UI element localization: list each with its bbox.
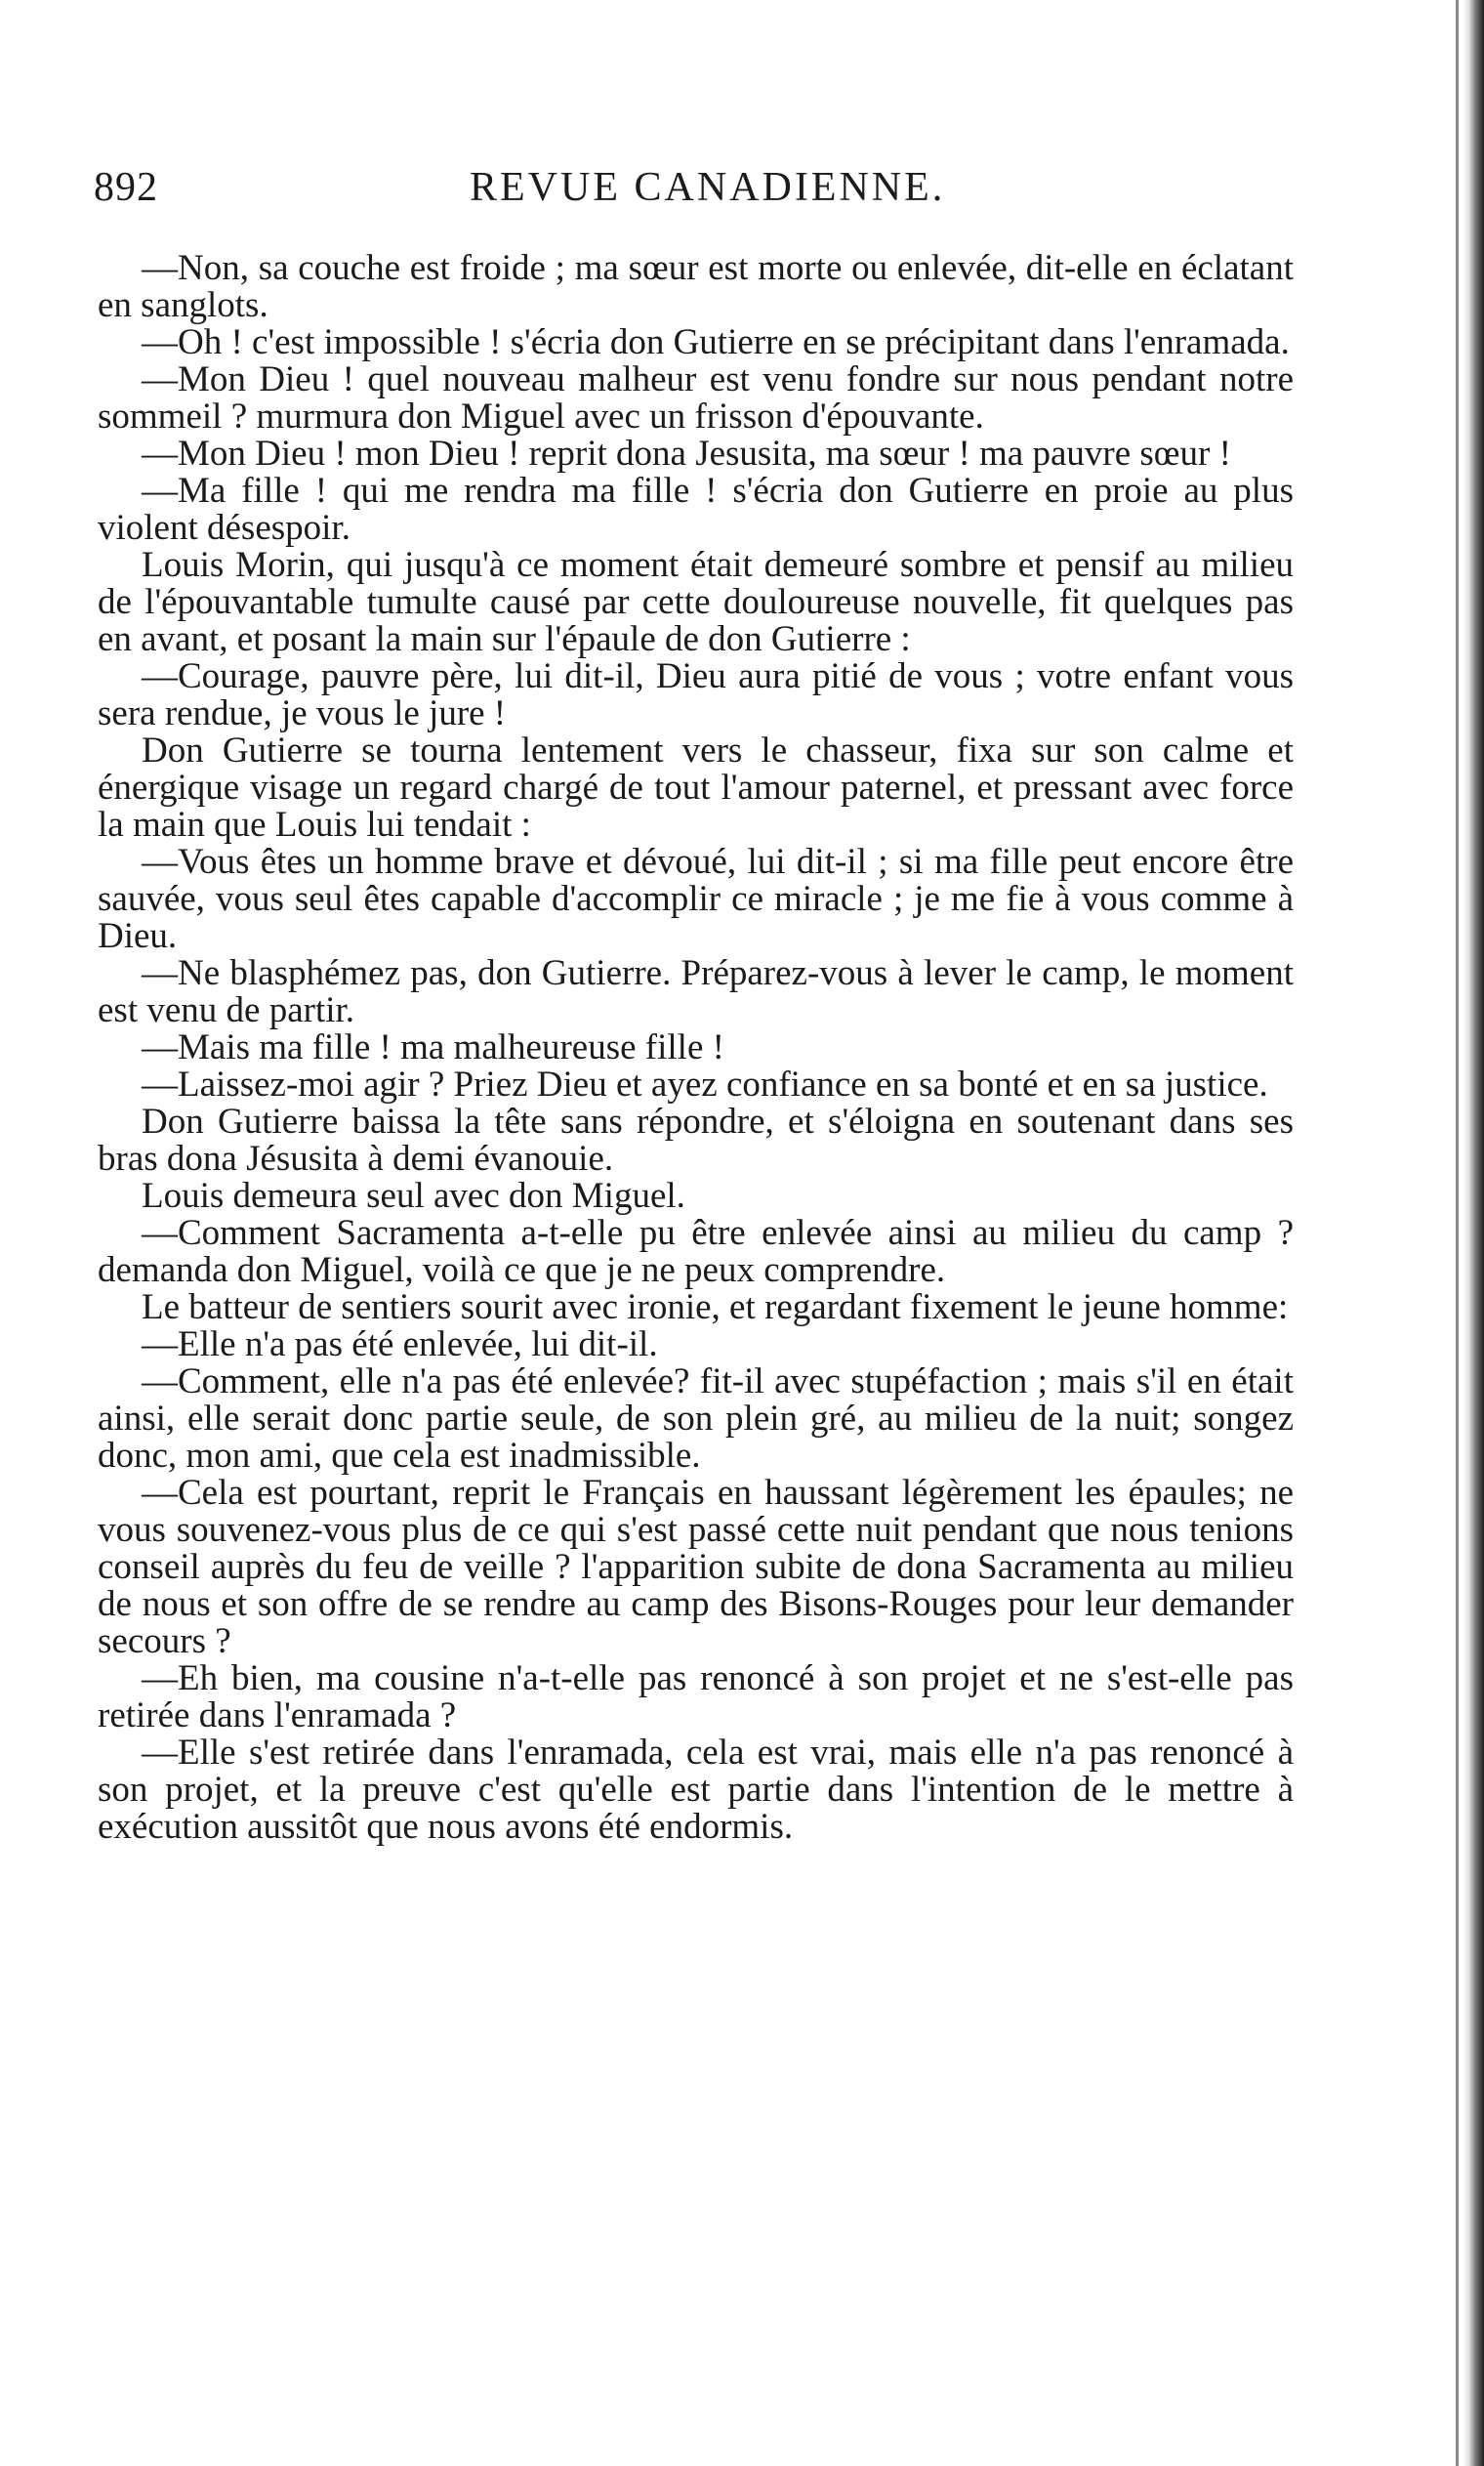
running-title: REVUE CANADIENNE. <box>470 165 946 210</box>
paragraph: Le batteur de sentiers sourit avec ironie, et regardant fixement le jeune homme: <box>142 1287 1289 1327</box>
page-edge-line <box>1456 0 1459 2466</box>
paragraph: —Non, sa couche est froide ; ma sœur est morte ou enlevée, dit-elle en éclatant en sanglots. <box>98 248 1294 325</box>
page-edge-shadow <box>1463 0 1484 2466</box>
paragraph: —Comment, elle n'a pas été enlevée? fit-il avec stupéfaction ; mais s'il en était ainsi, elle serait donc partie seule, de son plein gré, au milieu de la nuit; songez donc, mon ami, que cela est inadmissible. <box>98 1361 1294 1476</box>
paragraph: Louis Morin, qui jusqu'à ce moment était demeuré sombre et pensif au milieu de l'épouvantable tumulte causé par cette douloureuse nouvelle, fit quelques pas en avant, et posant la main sur l'épaule de don Gutierre : <box>98 545 1294 659</box>
paragraph: —Vous êtes un homme brave et dévoué, lui dit-il ; si ma fille peut encore être sauvée, vous seul êtes capable d'accomplir ce miracle ; je me fie à vous comme à Dieu. <box>98 842 1294 956</box>
paragraph: —Comment Sacramenta a-t-elle pu être enlevée ainsi au milieu du camp ? demanda don Miguel, voilà ce que je ne peux comprendre. <box>98 1213 1294 1290</box>
paragraph: —Elle n'a pas été enlevée, lui dit-il. <box>142 1324 658 1364</box>
paragraph: Don Gutierre se tourna lentement vers le chasseur, fixa sur son calme et énergique visage un regard chargé de tout l'amour paternel, et pressant avec force la main que Louis lui tendait : <box>98 731 1294 845</box>
paragraph: —Cela est pourtant, reprit le Français en haussant légèrement les épaules; ne vous souvenez-vous plus de ce qui s'est passé cette nuit pendant que nous tenions conseil auprès du feu de veille ? l'apparition subite de dona Sacramenta au milieu de nous et son offre de se rendre au camp des Bisons-Rouges pour leur demander secours ? <box>98 1473 1294 1661</box>
paragraph: —Laissez-moi agir ? Priez Dieu et ayez confiance en sa bonté et en sa justice. <box>142 1065 1268 1105</box>
paragraph: —Mon Dieu ! mon Dieu ! reprit dona Jesusita, ma sœur ! ma pauvre sœur ! <box>142 434 1231 474</box>
paragraph: —Mais ma fille ! ma malheureuse fille ! <box>142 1027 724 1067</box>
paragraph: —Courage, pauvre père, lui dit-il, Dieu aura pitié de vous ; votre enfant vous sera rendue, je vous le jure ! <box>98 656 1294 733</box>
page-header <box>94 164 1295 223</box>
paragraph: —Eh bien, ma cousine n'a-t-elle pas renoncé à son projet et ne s'est-elle pas retirée dans l'enramada ? <box>98 1658 1294 1735</box>
paragraph: —Elle s'est retirée dans l'enramada, cela est vrai, mais elle n'a pas renoncé à son projet, et la preuve c'est qu'elle est partie dans l'intention de le mettre à exécution aussitôt que nous avons été endormis. <box>98 1733 1294 1847</box>
paragraph: Louis demeura seul avec don Miguel. <box>142 1176 685 1216</box>
paragraph: —Oh ! c'est impossible ! s'écria don Gutierre en se précipitant dans l'enramada. <box>142 322 1290 362</box>
body-text <box>98 250 1294 1846</box>
paragraph: Don Gutierre baissa la tête sans répondre, et s'éloigna en soutenant dans ses bras dona Jésusita à demi évanouie. <box>98 1102 1294 1179</box>
paragraph: —Ne blasphémez pas, don Gutierre. Préparez-vous à lever le camp, le moment est venu de partir. <box>98 953 1294 1030</box>
paragraph: —Ma fille ! qui me rendra ma fille ! s'écria don Gutierre en proie au plus violent désespoir. <box>98 471 1294 548</box>
paragraph: —Mon Dieu ! quel nouveau malheur est venu fondre sur nous pendant notre sommeil ? murmura don Miguel avec un frisson d'épouvante. <box>98 359 1294 437</box>
page-number: 892 <box>94 165 158 210</box>
